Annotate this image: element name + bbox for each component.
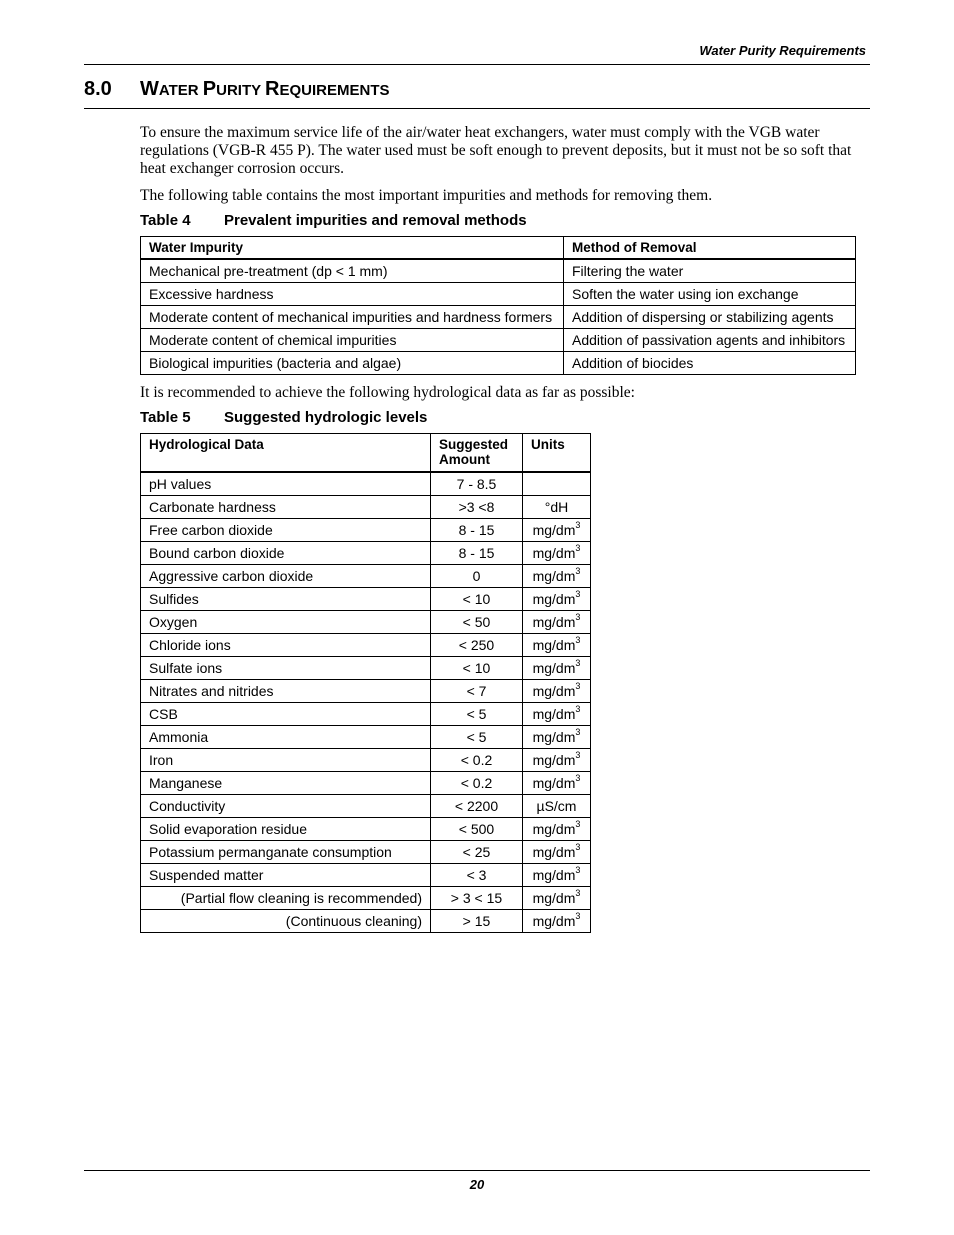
unit-cell (523, 588, 591, 611)
table-header-row (141, 434, 591, 473)
column-header: Water Impurity (141, 237, 564, 260)
amount-cell: < 500 (431, 818, 523, 841)
unit-exponent: 3 (575, 773, 581, 783)
unit-exponent: 3 (575, 865, 581, 875)
table-row (141, 726, 591, 749)
table-row (141, 864, 591, 887)
unit-exponent: 3 (575, 819, 581, 829)
unit-text: mg/dm (532, 844, 576, 860)
parameter-cell: Aggressive carbon dioxide (141, 565, 431, 588)
table4-caption (140, 212, 527, 229)
impurity-cell: Moderate content of chemical impurities (141, 329, 564, 352)
unit-text: mg/dm (532, 614, 576, 630)
table-row (141, 352, 856, 375)
amount-cell: < 0.2 (431, 772, 523, 795)
table-row (141, 329, 856, 352)
unit-cell (523, 795, 591, 818)
unit-cell (523, 772, 591, 795)
amount-cell: < 250 (431, 634, 523, 657)
column-header: Hydrological Data (141, 434, 431, 473)
table-row (141, 887, 591, 910)
unit-text: mg/dm (532, 821, 576, 837)
unit-text: mg/dm (532, 890, 576, 906)
parameter-cell: (Partial flow cleaning is recommended) (141, 887, 431, 910)
unit-exponent: 3 (575, 727, 581, 737)
amount-cell: < 7 (431, 680, 523, 703)
amount-cell: < 10 (431, 657, 523, 680)
unit-cell (523, 611, 591, 634)
header-rule (84, 64, 870, 65)
unit-text: mg/dm (532, 545, 576, 561)
unit-cell (523, 542, 591, 565)
table-row (141, 910, 591, 933)
unit-exponent: 3 (575, 543, 581, 553)
amount-cell: < 2200 (431, 795, 523, 818)
title-cap: P (202, 78, 217, 100)
removal-method-cell: Addition of biocides (564, 352, 856, 375)
table-row (141, 680, 591, 703)
table-row (141, 634, 591, 657)
unit-cell (523, 703, 591, 726)
parameter-cell: pH values (141, 472, 431, 496)
amount-cell: 8 - 15 (431, 519, 523, 542)
removal-method-cell: Soften the water using ion exchange (564, 283, 856, 306)
impurity-cell: Mechanical pre-treatment (dp < 1 mm) (141, 259, 564, 283)
unit-text: °dH (544, 499, 569, 515)
intro-paragraph: To ensure the maximum service life of the air/water heat exchangers, water must comply with the VGB water regulations (VGB-R 455 P). The water used must be soft enough to prevent deposits, but it must not be so soft that heat exchanger corrosion occurs. (140, 124, 852, 177)
amount-cell: >3 <8 (431, 496, 523, 519)
parameter-cell: Suspended matter (141, 864, 431, 887)
unit-cell (523, 726, 591, 749)
unit-text: mg/dm (532, 867, 576, 883)
table-row (141, 795, 591, 818)
table-row (141, 496, 591, 519)
unit-exponent: 3 (575, 612, 581, 622)
table-row (141, 259, 856, 283)
table-row (141, 657, 591, 680)
unit-text: mg/dm (532, 775, 576, 791)
table5-title: Suggested hydrologic levels (224, 409, 428, 426)
table-row (141, 818, 591, 841)
impurity-cell: Biological impurities (bacteria and algae) (141, 352, 564, 375)
unit-exponent: 3 (575, 635, 581, 645)
impurity-cell: Moderate content of mechanical impurities and hardness formers (141, 306, 564, 329)
amount-cell: < 10 (431, 588, 523, 611)
amount-cell: < 5 (431, 703, 523, 726)
hydro-intro-paragraph: It is recommended to achieve the following hydrological data as far as possible: (140, 384, 635, 401)
unit-exponent: 3 (575, 658, 581, 668)
parameter-cell: Oxygen (141, 611, 431, 634)
unit-text: mg/dm (532, 683, 576, 699)
removal-method-cell: Filtering the water (564, 259, 856, 283)
unit-cell (523, 657, 591, 680)
amount-cell: > 3 < 15 (431, 887, 523, 910)
title-small: EQUIREMENTS (279, 82, 390, 99)
unit-text: mg/dm (532, 706, 576, 722)
parameter-cell: Carbonate hardness (141, 496, 431, 519)
unit-exponent: 3 (575, 520, 581, 530)
table-intro-paragraph: The following table contains the most important impurities and methods for removing them. (140, 187, 713, 204)
parameter-cell: Solid evaporation residue (141, 818, 431, 841)
parameter-cell: Ammonia (141, 726, 431, 749)
parameter-cell: Free carbon dioxide (141, 519, 431, 542)
unit-text: mg/dm (532, 913, 576, 929)
table-row (141, 588, 591, 611)
parameter-cell: (Continuous cleaning) (141, 910, 431, 933)
table-row (141, 703, 591, 726)
unit-cell (523, 680, 591, 703)
column-header: Method of Removal (564, 237, 856, 260)
unit-cell (523, 634, 591, 657)
unit-text: mg/dm (532, 729, 576, 745)
amount-cell: < 25 (431, 841, 523, 864)
unit-exponent: 3 (575, 842, 581, 852)
table-header-row (141, 237, 856, 260)
impurity-cell: Excessive hardness (141, 283, 564, 306)
title-small: ATER (158, 82, 203, 99)
parameter-cell: Potassium permanganate consumption (141, 841, 431, 864)
unit-text: mg/dm (532, 568, 576, 584)
unit-cell (523, 841, 591, 864)
title-cap: R (265, 78, 280, 100)
unit-cell (523, 749, 591, 772)
table-row (141, 519, 591, 542)
parameter-cell: Iron (141, 749, 431, 772)
table4-label: Table 4 (140, 212, 191, 229)
impurities-table (140, 236, 856, 375)
unit-exponent: 3 (575, 566, 581, 576)
table-row (141, 472, 591, 496)
amount-cell: < 0.2 (431, 749, 523, 772)
section-rule (84, 108, 870, 109)
unit-text: mg/dm (532, 522, 576, 538)
unit-text: µS/cm (536, 798, 577, 814)
table-row (141, 565, 591, 588)
table-row (141, 306, 856, 329)
parameter-cell: Manganese (141, 772, 431, 795)
table-row (141, 283, 856, 306)
parameter-cell: Nitrates and nitrides (141, 680, 431, 703)
removal-method-cell: Addition of dispersing or stabilizing agents (564, 306, 856, 329)
parameter-cell: Sulfate ions (141, 657, 431, 680)
hydrologic-levels-table (140, 433, 591, 933)
amount-cell: > 15 (431, 910, 523, 933)
unit-text: mg/dm (532, 637, 576, 653)
unit-cell (523, 864, 591, 887)
table-row (141, 749, 591, 772)
unit-cell (523, 565, 591, 588)
unit-cell (523, 496, 591, 519)
unit-exponent: 3 (575, 750, 581, 760)
unit-cell (523, 519, 591, 542)
section-number: 8.0 (84, 78, 112, 100)
running-header: Water Purity Requirements (699, 43, 866, 58)
table-row (141, 772, 591, 795)
unit-exponent: 3 (575, 681, 581, 691)
table5-label: Table 5 (140, 409, 191, 426)
amount-cell: < 3 (431, 864, 523, 887)
unit-text: mg/dm (532, 660, 576, 676)
unit-text: mg/dm (532, 591, 576, 607)
column-header: Units (523, 434, 591, 473)
footer-rule (84, 1170, 870, 1171)
amount-cell: 7 - 8.5 (431, 472, 523, 496)
table-row (141, 542, 591, 565)
unit-exponent: 3 (575, 888, 581, 898)
unit-exponent: 3 (575, 704, 581, 714)
section-heading (84, 78, 390, 101)
table-row (141, 841, 591, 864)
unit-cell (523, 910, 591, 933)
amount-cell: < 5 (431, 726, 523, 749)
table4-title: Prevalent impurities and removal methods (224, 212, 527, 229)
amount-cell: 0 (431, 565, 523, 588)
table5-caption (140, 409, 427, 426)
amount-cell: 8 - 15 (431, 542, 523, 565)
parameter-cell: Chloride ions (141, 634, 431, 657)
unit-cell (523, 472, 591, 496)
removal-method-cell: Addition of passivation agents and inhibitors (564, 329, 856, 352)
parameter-cell: CSB (141, 703, 431, 726)
parameter-cell: Bound carbon dioxide (141, 542, 431, 565)
unit-cell (523, 818, 591, 841)
parameter-cell: Conductivity (141, 795, 431, 818)
table-row (141, 611, 591, 634)
parameter-cell: Sulfides (141, 588, 431, 611)
page-number: 20 (469, 1177, 485, 1192)
title-small: URITY (216, 82, 266, 99)
amount-cell: < 50 (431, 611, 523, 634)
unit-cell (523, 887, 591, 910)
unit-text: mg/dm (532, 752, 576, 768)
title-cap: W (140, 78, 159, 100)
unit-exponent: 3 (575, 911, 581, 921)
unit-exponent: 3 (575, 589, 581, 599)
column-header: Suggested Amount (431, 434, 523, 473)
